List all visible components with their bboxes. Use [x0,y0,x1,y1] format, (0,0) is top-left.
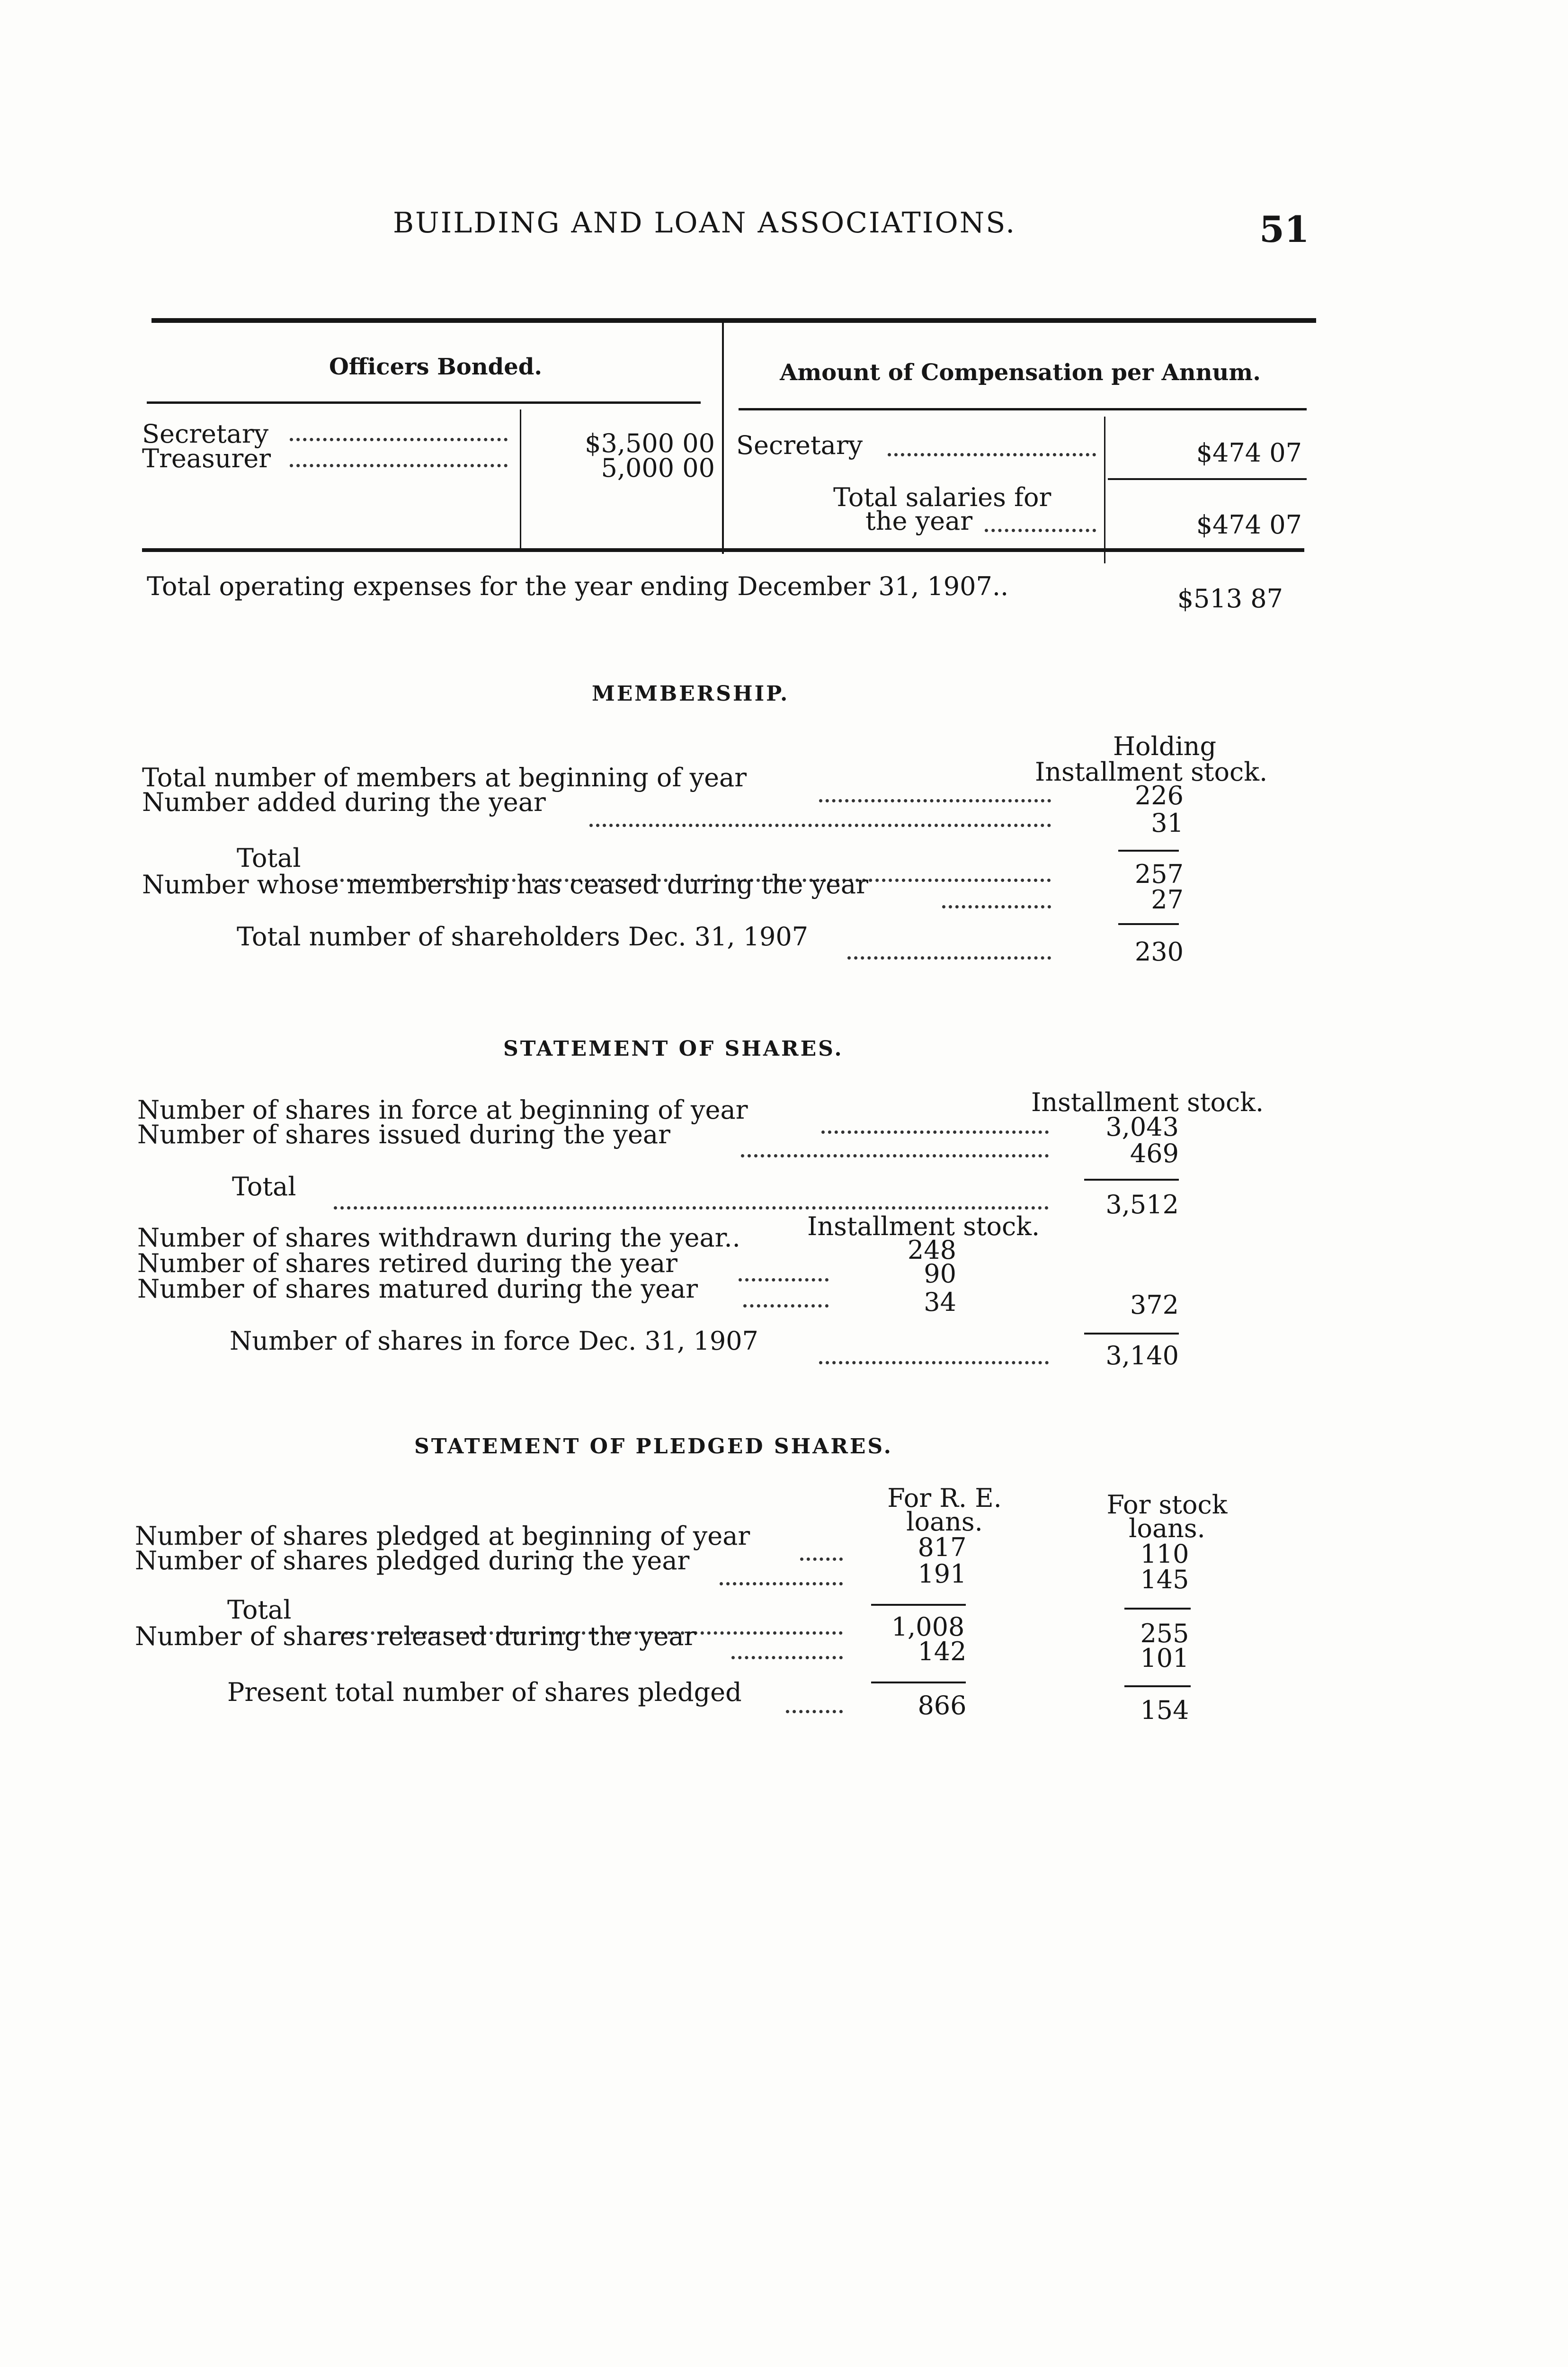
pledged-re-value: 1,008 [891,1612,965,1642]
operating-expenses-label: Total operating expenses for the year ending December 31, 1907.. [147,571,1009,601]
membership-row-label: Number whose membership has ceased during the year [142,870,868,899]
membership-heading: MEMBERSHIP. [592,682,790,706]
shares-row-label: Number of shares retired during the year [137,1248,677,1278]
bonded-amount: $3,500 00 [585,428,715,458]
membership-row-value: 226 [1134,781,1184,810]
membership-column-heading: Holding [1113,731,1217,761]
shares-row-label: Number of shares issued during the year [137,1120,670,1149]
pledged-col2-heading: loans. [1129,1513,1205,1543]
membership-row-label: Total [237,843,301,873]
compensation-amount: $474 07 [1196,438,1302,468]
membership-column-heading: Installment stock. [1035,757,1268,787]
shares-deductions-total: 372 [1130,1290,1179,1320]
compensation-heading: Amount of Compensation per Annum. [780,359,1261,386]
page-number: 51 [1259,208,1310,250]
operating-expenses-amount: $513 87 [1177,584,1283,614]
membership-row-value: 27 [1151,885,1184,915]
shares-row-value: 34 [924,1287,956,1317]
membership-row-value: 257 [1134,859,1184,889]
officers-bonded-heading: Officers Bonded. [329,354,543,380]
pledged-re-value: 866 [918,1691,967,1720]
pledged-row-label: Number of shares released during the year [135,1621,696,1651]
shares-row-label: Number of shares matured during the year [137,1274,698,1304]
pledged-heading: STATEMENT OF PLEDGED SHARES. [414,1434,893,1459]
pledged-col1-heading: For R. E. [887,1483,1002,1513]
shares-row-value: 469 [1130,1139,1179,1168]
total-salaries-label: Total salaries for [833,482,1051,512]
membership-row-label: Total number of members at beginning of year [142,763,747,792]
membership-row-value: 31 [1151,808,1184,838]
running-head: BUILDING AND LOAN ASSOCIATIONS. [393,206,1016,240]
membership-row-label: Total number of shareholders Dec. 31, 1907 [237,922,809,952]
total-salaries-amount: $474 07 [1196,510,1302,540]
pledged-stock-value: 110 [1140,1539,1189,1569]
pledged-re-value: 817 [918,1532,967,1562]
shares-row-label: Number of shares in force at beginning of year [137,1095,748,1125]
pledged-col1-heading: loans. [906,1507,983,1537]
pledged-row-label: Present total number of shares pledged [227,1677,742,1707]
shares-heading: STATEMENT OF SHARES. [503,1037,844,1061]
bonded-title: Secretary [142,419,269,449]
pledged-stock-value: 154 [1140,1695,1189,1725]
shares-row-value: 248 [907,1235,956,1265]
pledged-row-label: Total [227,1595,292,1625]
pledged-re-value: 142 [918,1637,967,1666]
bonded-title: Treasurer [142,444,271,473]
pledged-row-label: Number of shares pledged at beginning of year [135,1521,750,1551]
shares-row-label: Total [232,1172,296,1201]
total-salaries-label: the year [865,506,973,536]
shares-row-value: 90 [924,1259,956,1289]
membership-row-label: Number added during the year [142,787,546,817]
shares-row-value: 3,043 [1105,1112,1179,1142]
pledged-stock-value: 101 [1140,1643,1189,1673]
shares-row-label: Number of shares withdrawn during the year.. [137,1223,740,1253]
shares-column-heading: Installment stock. [1031,1087,1264,1117]
pledged-col2-heading: For stock [1106,1490,1228,1520]
shares-row-value: 3,140 [1105,1341,1179,1370]
shares-row-value: 3,512 [1105,1190,1179,1219]
compensation-title: Secretary [736,430,863,460]
pledged-row-label: Number of shares pledged during the year [135,1546,690,1575]
membership-row-value: 230 [1134,937,1184,967]
shares-row-label: Number of shares in force Dec. 31, 1907 [230,1326,758,1356]
pledged-stock-value: 145 [1140,1565,1189,1594]
shares-sub-column-heading: Installment stock. [807,1211,1040,1241]
pledged-re-value: 191 [918,1559,967,1589]
bonded-amount: 5,000 00 [601,453,715,483]
pledged-stock-value: 255 [1140,1619,1189,1648]
